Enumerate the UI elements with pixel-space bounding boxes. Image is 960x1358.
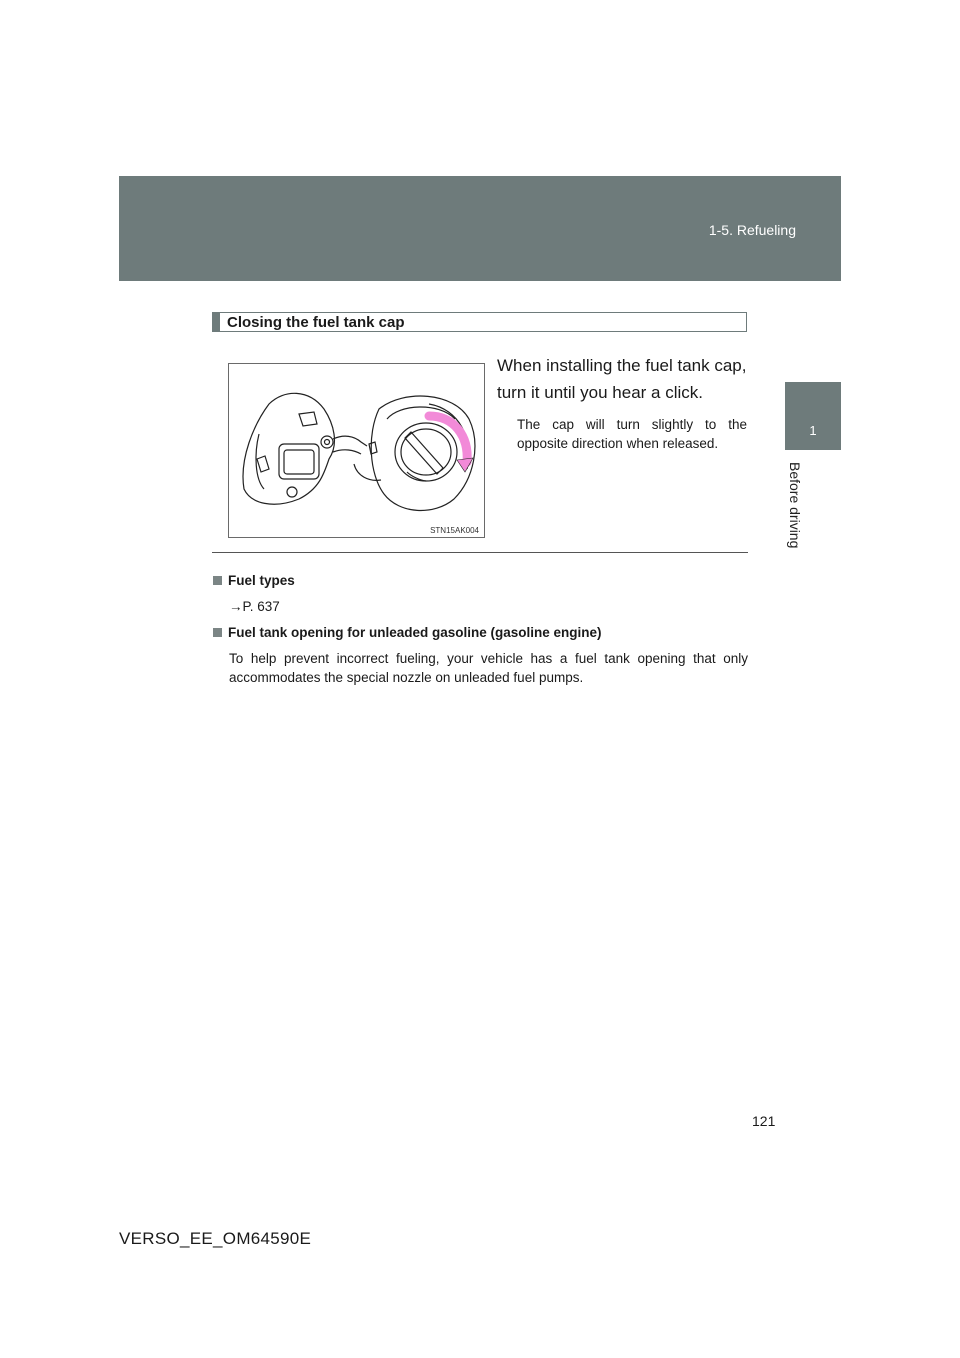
arrow-head [457,458,473,472]
section-heading [212,312,747,332]
square-bullet-icon [213,576,222,585]
section-title: 1-5. Refueling [708,222,796,238]
chapter-title: Before driving [787,462,803,549]
page-number: 121 [752,1113,776,1129]
item-title-fuel-types [213,573,295,588]
heading-bar [213,313,220,331]
item-body-fuel-types: →P. 637 [229,599,280,614]
divider [212,552,748,553]
item-title-text: Fuel types [228,573,295,588]
heading-text: Closing the fuel tank cap [227,314,405,331]
square-bullet-icon [213,628,222,637]
chapter-tab [785,382,841,450]
chapter-number: 1 [809,423,817,438]
header-band [119,176,841,281]
instruction-text: When installing the fuel tank cap, turn it until you hear a click. [497,356,747,402]
item-title-text: Fuel tank opening for unleaded gasoline (gasoline engine) [228,625,602,640]
rotation-arrow [429,416,467,462]
fuel-cap-drawing [229,364,484,537]
item-title-fuel-opening [213,625,602,640]
document-code: VERSO_EE_OM64590E [119,1229,312,1248]
illustration-code: STN15AK004 [430,526,479,535]
fuel-cap-illustration [228,363,485,538]
item-body-fuel-opening: To help prevent incorrect fueling, your vehicle has a fuel tank opening that only accommodates the special nozzle on unleaded fuel pumps. [229,651,748,685]
instruction-note: The cap will turn slightly to the opposite direction when released. [517,417,747,451]
